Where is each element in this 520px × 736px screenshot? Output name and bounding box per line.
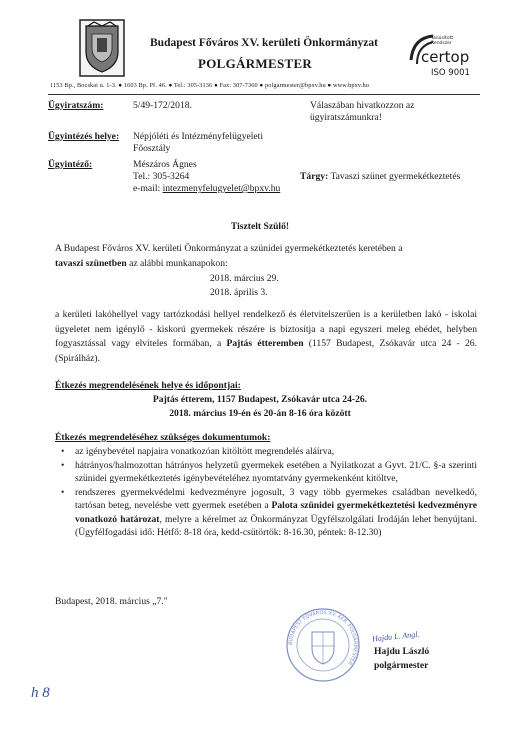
list-item: [55, 486, 477, 540]
certop-logo: [403, 30, 478, 85]
valasz-line1: Válaszában hivatkozzon az: [310, 100, 415, 111]
ugyintezo-email-link[interactable]: intezmenyfelugyelet@bpxv.hu: [162, 183, 281, 194]
list-item: • hátrányos/halmozottan hátrányos helyzetű gyermekek esetében a Nyilatkozat a Gyvt. 21/C. §-a szerinti szünidei gyermekétkeztetés igénybevételéhez nyomtatvány gyermekenként kitöltve,: [55, 459, 477, 486]
ugyintezes-label: Ügyintézés helye:: [48, 131, 120, 142]
header-divider: [48, 94, 480, 95]
ugyiratszam-value: 5/49-172/2018.: [133, 100, 192, 111]
intro-line-a: A Budapest Főváros XV. kerületi Önkormányzat a szünidei gyermekétkeztetés keretében a: [55, 243, 403, 254]
list-item: • az igénybevétel napjaira vonatkozóan kitöltött megrendelés aláírva,: [55, 445, 477, 459]
header-title: Budapest Főváros XV. kerületi Önkormányzat: [150, 37, 378, 49]
targy-value: Tavaszi szünet gyermekétkeztetés: [330, 171, 461, 182]
email-prefix: e-mail:: [133, 183, 163, 194]
ugyintezo-tel: Tel.: 305-3264: [133, 171, 190, 182]
para2-rest: (1157 Budapest, Zsókavár utca 24 - 26. (Spirálház).: [55, 338, 477, 364]
place-line-2: 2018. március 19-én és 20-án 8-16 óra között: [169, 408, 351, 419]
coat-of-arms-logo: [78, 18, 126, 78]
bullet3-rest: , melyre a kérelmet az Önkormányzat Ügyfélszolgálati Irodáján lehet benyújtani. (Ügyfélfogadási idő: Hétfő: 8-18 óra, kedd-csütörtök: 8-16.30, péntek: 8-12.30): [75, 513, 477, 538]
intro-line-b: [55, 257, 477, 272]
para2-bold: Pajtás étteremben: [226, 338, 304, 349]
signature-scribble: Hajdu L. Angl.: [371, 629, 420, 644]
intro-rest: az alábbi munkanapokon:: [126, 257, 228, 269]
targy-label: Tárgy:: [300, 171, 329, 182]
docs-title: Étkezés megrendeléséhez szükséges dokumentumok:: [55, 432, 271, 443]
cert-brand: certop: [421, 48, 470, 66]
date-1: 2018. március 29.: [210, 273, 279, 284]
intro-bold: tavaszi szünetben: [55, 257, 127, 269]
seal-ring-text: BUDAPEST FŐVÁROS XV. KER. POLGÁRMESTER: [287, 609, 359, 666]
signer-title: polgármester: [374, 660, 429, 671]
cert-line2: Rendszer: [431, 41, 452, 46]
paragraph-2: [55, 308, 477, 366]
ugyiratszam-label: Ügyiratszám:: [48, 100, 104, 111]
ugyintezes-line2: Főosztály: [133, 143, 171, 154]
bullet3-text: rendszeres gyermekvédelmi kedvezményre jogosult, 3 vagy több gyermekes családban nevelkedő, tartósan beteg, nevelésbe vett gyermek esetében a: [75, 486, 477, 511]
header-subtitle: POLGÁRMESTER: [198, 56, 313, 71]
salutation: Tisztelt Szülő!: [230, 221, 290, 232]
date-place: Budapest, 2018. március „7.": [55, 596, 168, 607]
docs-list: [55, 445, 477, 540]
ugyintezo-label: Ügyintéző:: [48, 159, 93, 170]
cert-iso: ISO 9001: [431, 68, 470, 78]
para2-text: a kerületi lakóhellyel vagy tartózkodási hellyel rendelkező és életvitelszerűen is a kerületben lakó - iskolai ügyeletet nem igénylő - kiskorú gyermekek részére is biztosítja a napi egyszeri meleg ebédet, helyben fogyasztással vagy elviteles formában, a: [55, 309, 477, 349]
intro-paragraph: [55, 242, 477, 271]
date-2: 2018. április 3.: [210, 287, 268, 298]
place-line-1: Pajtás étterem, 1157 Budapest, Zsókavár utca 24-26.: [152, 394, 368, 405]
margin-handwritten-note: h 8: [31, 685, 50, 701]
targy-line: [300, 171, 460, 183]
cert-line1: Tanúsított: [431, 36, 454, 41]
valasz-line2: ügyiratszámunkra!: [310, 112, 382, 123]
ugyintezo-email-line: [133, 183, 280, 195]
bullet3-bold: Palota szünidei gyermekétkeztetési kedvezményre vonatkozó határozat: [75, 500, 477, 525]
signer-name: Hajdu László: [374, 646, 430, 657]
place-title: Étkezés megrendelésének helye és időpontjai:: [55, 380, 241, 391]
official-stamp: [284, 606, 362, 684]
ugyintezo-name: Mészáros Ágnes: [133, 159, 197, 170]
ugyintezes-line1: Népjóléti és Intézményfelügyeleti: [133, 131, 263, 142]
header-address: 1153 Bp., Bocskai u. 1-3. ● 1603 Bp. Pf. 46. ● Tel.: 305-3136 ● Fax: 307-7360 ● polgarmester@bpxv.hu ● www.bpxv.hu: [50, 82, 369, 89]
